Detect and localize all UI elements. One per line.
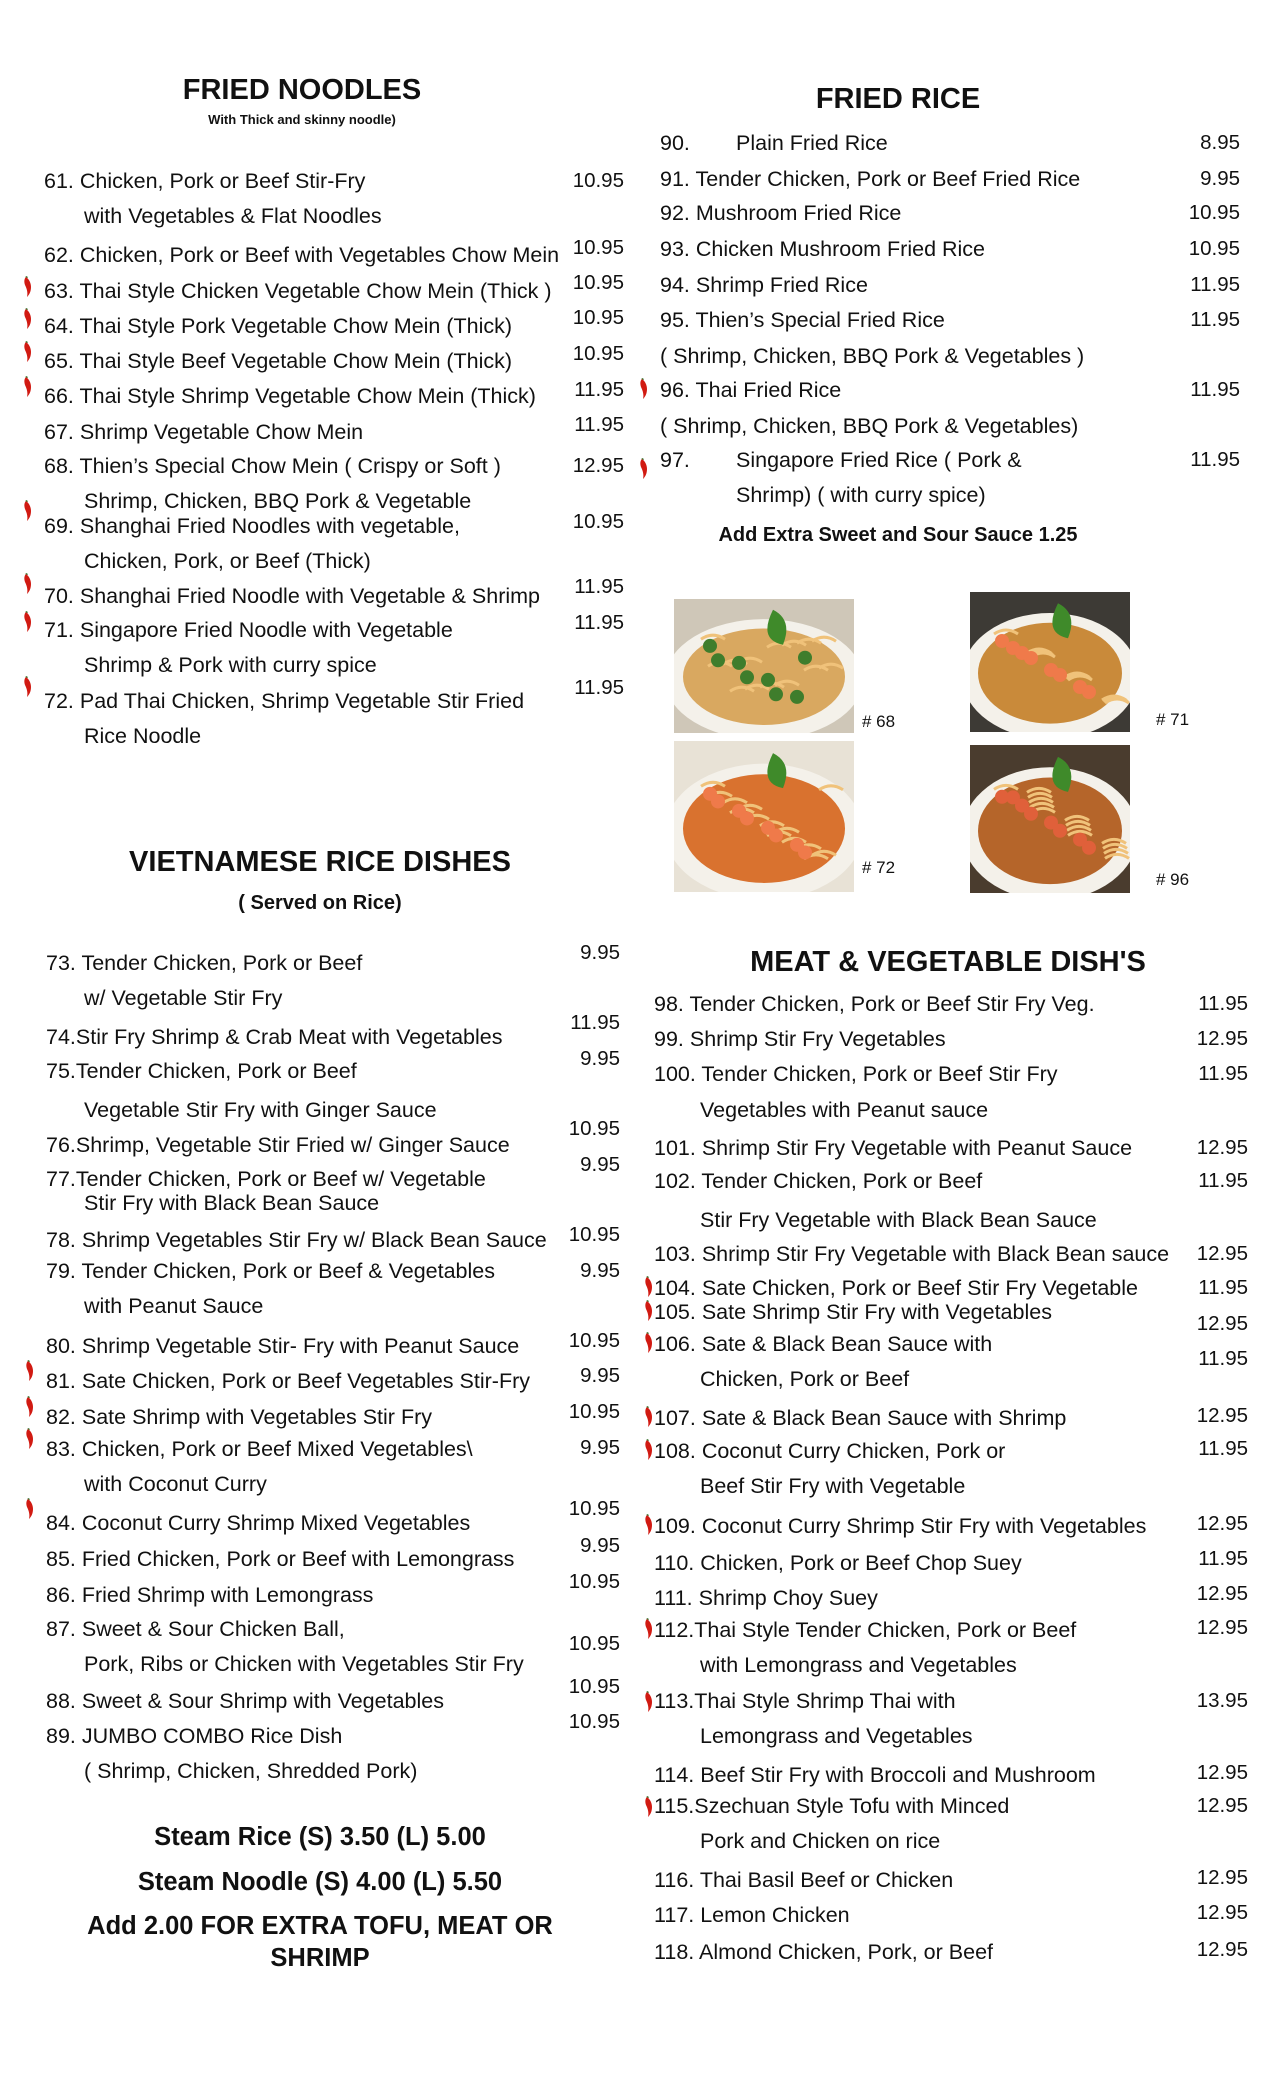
menu-item-name: 113.Thai Style Shrimp Thai with <box>654 1689 956 1713</box>
menu-item-description: with Coconut Curry <box>84 1472 267 1496</box>
menu-item-description: Vegetable Stir Fry with Ginger Sauce <box>84 1098 437 1122</box>
chili-pepper-icon <box>24 1428 38 1450</box>
menu-item-name: 63. Thai Style Chicken Vegetable Chow Mein (Thick ) <box>44 279 552 303</box>
menu-item-name: 109. Coconut Curry Shrimp Stir Fry with Vegetables <box>654 1514 1147 1538</box>
menu-item-price: 9.95 <box>1200 167 1240 190</box>
menu-item-number: 90. <box>660 131 690 155</box>
menu-item-price: 10.95 <box>568 1675 620 1698</box>
menu-item-price: 10.95 <box>568 1400 620 1423</box>
menu-item-description: ( Shrimp, Chicken, BBQ Pork & Vegetables ) <box>660 344 1085 368</box>
menu-item-price: 10.95 <box>568 1632 620 1655</box>
chili-pepper-icon <box>24 1360 38 1382</box>
menu-item-price: 11.95 <box>574 676 624 699</box>
menu-item-price: 9.95 <box>580 941 620 964</box>
menu-item-name: 88. Sweet & Sour Shrimp with Vegetables <box>46 1689 444 1713</box>
chili-pepper-icon <box>643 1439 657 1461</box>
menu-item-price: 11.95 <box>1198 1276 1248 1299</box>
menu-item-price: 11.95 <box>1198 1347 1248 1370</box>
menu-item-description: Lemongrass and Vegetables <box>700 1724 973 1748</box>
menu-item-description: w/ Vegetable Stir Fry <box>84 986 283 1010</box>
photo-caption: # 72 <box>862 858 896 877</box>
menu-item-name: 66. Thai Style Shrimp Vegetable Chow Mein (Thick) <box>44 384 536 408</box>
menu-item-description: Vegetables with Peanut sauce <box>700 1098 989 1122</box>
menu-item-description: Pork and Chicken on rice <box>700 1829 941 1853</box>
menu-item-price: 10.95 <box>568 1223 620 1246</box>
menu-item-name: 74.Stir Fry Shrimp & Crab Meat with Vegetables <box>46 1025 503 1049</box>
photo-caption: # 96 <box>1156 870 1190 889</box>
menu-item-name: 71. Singapore Fried Noodle with Vegetable <box>44 618 453 642</box>
menu-item-price: 12.95 <box>1196 1242 1248 1265</box>
menu-item-price: 9.95 <box>580 1534 620 1557</box>
menu-item-description: with Peanut Sauce <box>84 1294 264 1318</box>
menu-item-description: ( Shrimp, Chicken, BBQ Pork & Vegetables) <box>660 414 1079 438</box>
chili-pepper-icon <box>643 1406 657 1428</box>
menu-item-price: 8.95 <box>1200 131 1240 154</box>
menu-item-price: 12.95 <box>1196 1616 1248 1639</box>
menu-item-description: Chicken, Pork, or Beef (Thick) <box>84 549 371 573</box>
menu-item-name: 70. Shanghai Fried Noodle with Vegetable & Shrimp <box>44 584 541 608</box>
menu-item-name: 78. Shrimp Vegetables Stir Fry w/ Black Bean Sauce <box>46 1228 547 1252</box>
chili-pepper-icon <box>643 1514 657 1536</box>
chili-pepper-icon <box>643 1276 657 1298</box>
menu-item-name: 98. Tender Chicken, Pork or Beef Stir Fry Veg. <box>654 992 1095 1016</box>
menu-item-price: 11.95 <box>574 611 624 634</box>
menu-item-price: 10.95 <box>568 1710 620 1733</box>
menu-item-price: 10.95 <box>572 342 624 365</box>
menu-item-name: 86. Fried Shrimp with Lemongrass <box>46 1583 374 1607</box>
menu-item-name: 73. Tender Chicken, Pork or Beef <box>46 951 363 975</box>
menu-item-name: 84. Coconut Curry Shrimp Mixed Vegetables <box>46 1511 471 1535</box>
menu-item-price: 9.95 <box>580 1047 620 1070</box>
dish-photo <box>970 745 1130 893</box>
chili-pepper-icon <box>22 341 36 363</box>
menu-item-name: Plain Fried Rice <box>736 131 888 155</box>
menu-item-number: 97. <box>660 448 690 472</box>
menu-item-name: 111. Shrimp Choy Suey <box>654 1586 878 1610</box>
menu-item-price: 13.95 <box>1196 1689 1248 1712</box>
menu-item-price: 11.95 <box>1198 1062 1248 1085</box>
menu-item-name: 115.Szechuan Style Tofu with Minced <box>654 1794 1010 1818</box>
menu-item-price: 12.95 <box>1196 1312 1248 1335</box>
chili-pepper-icon <box>643 1332 657 1354</box>
menu-item-name: 114. Beef Stir Fry with Broccoli and Mushroom <box>654 1763 1096 1787</box>
menu-item-price: 10.95 <box>1188 237 1240 260</box>
menu-item-name: 99. Shrimp Stir Fry Vegetables <box>654 1027 946 1051</box>
menu-item-name: 118. Almond Chicken, Pork, or Beef <box>654 1940 994 1964</box>
menu-item-name: 69. Shanghai Fried Noodles with vegetable, <box>44 514 460 538</box>
menu-item-description: ( Shrimp, Chicken, Shredded Pork) <box>84 1759 418 1783</box>
menu-item-name: 75.Tender Chicken, Pork or Beef <box>46 1059 357 1083</box>
extra-sauce-note: Add Extra Sweet and Sour Sauce 1.25 <box>718 524 1078 546</box>
menu-item-price: 10.95 <box>1188 201 1240 224</box>
dish-photo <box>674 599 854 733</box>
menu-item-price: 10.95 <box>572 510 624 533</box>
menu-item-price: 12.95 <box>1196 1761 1248 1784</box>
extra-protein-note: Add 2.00 FOR EXTRA TOFU, MEAT OR <box>87 1912 553 1940</box>
menu-item-name: 105. Sate Shrimp Stir Fry with Vegetables <box>654 1300 1052 1324</box>
menu-item-name: 95. Thien’s Special Fried Rice <box>660 308 945 332</box>
menu-item-name: 103. Shrimp Stir Fry Vegetable with Black Bean sauce <box>654 1242 1170 1266</box>
menu-item-price: 11.95 <box>1190 308 1240 331</box>
steam-rice-line: Steam Rice (S) 3.50 (L) 5.00 <box>154 1823 486 1851</box>
menu-item-name: 85. Fried Chicken, Pork or Beef with Lemongrass <box>46 1547 515 1571</box>
menu-item-name: 107. Sate & Black Bean Sauce with Shrimp <box>654 1406 1067 1430</box>
menu-item-price: 10.95 <box>568 1497 620 1520</box>
menu-item-price: 12.95 <box>1196 1866 1248 1889</box>
vietnamese-rice-title: VIETNAMESE RICE DISHES <box>129 846 511 878</box>
menu-item-price: 12.95 <box>1196 1901 1248 1924</box>
menu-item-description: Shrimp & Pork with curry spice <box>84 653 377 677</box>
chili-pepper-icon <box>643 1300 657 1322</box>
chili-pepper-icon <box>22 308 36 330</box>
dish-photo <box>674 741 854 892</box>
menu-item-price: 11.95 <box>1198 1547 1248 1570</box>
menu-item-price: 11.95 <box>574 413 624 436</box>
menu-item-name: 81. Sate Chicken, Pork or Beef Vegetables Stir-Fry <box>46 1369 530 1393</box>
fried-noodles-subtitle: With Thick and skinny noodle) <box>208 112 396 127</box>
menu-item-price: 11.95 <box>1190 378 1240 401</box>
chili-pepper-icon <box>638 458 652 480</box>
menu-item-name: Singapore Fried Rice ( Pork & <box>736 448 1022 472</box>
menu-item-price: 12.95 <box>1196 1938 1248 1961</box>
vietnamese-rice-subtitle: ( Served on Rice) <box>238 892 402 914</box>
menu-item-price: 11.95 <box>1198 1169 1248 1192</box>
chili-pepper-icon <box>22 376 36 398</box>
menu-item-price: 10.95 <box>572 306 624 329</box>
menu-item-price: 9.95 <box>580 1364 620 1387</box>
menu-item-name: 79. Tender Chicken, Pork or Beef & Vegetables <box>46 1259 495 1283</box>
menu-item-price: 9.95 <box>580 1153 620 1176</box>
menu-item-price: 10.95 <box>572 236 624 259</box>
menu-item-price: 12.95 <box>1196 1794 1248 1817</box>
menu-item-name: 102. Tender Chicken, Pork or Beef <box>654 1169 983 1193</box>
menu-item-price: 12.95 <box>1196 1136 1248 1159</box>
chili-pepper-icon <box>638 378 652 400</box>
chili-pepper-icon <box>22 500 36 522</box>
menu-item-name: 112.Thai Style Tender Chicken, Pork or Beef <box>654 1618 1077 1642</box>
menu-item-name: 110. Chicken, Pork or Beef Chop Suey <box>654 1551 1022 1575</box>
dish-photo <box>970 592 1130 732</box>
menu-item-name: 68. Thien’s Special Chow Mein ( Crispy or Soft ) <box>44 454 501 478</box>
menu-item-description: Shrimp, Chicken, BBQ Pork & Vegetable <box>84 489 472 513</box>
menu-item-description: Shrimp) ( with curry spice) <box>736 483 986 507</box>
menu-item-price: 9.95 <box>580 1259 620 1282</box>
chili-pepper-icon <box>24 1498 38 1520</box>
menu-item-name: 93. Chicken Mushroom Fried Rice <box>660 237 986 261</box>
fried-noodles-title: FRIED NOODLES <box>182 74 422 106</box>
menu-item-name: 100. Tender Chicken, Pork or Beef Stir Fry <box>654 1062 1058 1086</box>
menu-item-name: 104. Sate Chicken, Pork or Beef Stir Fry Vegetable <box>654 1276 1139 1300</box>
menu-item-price: 12.95 <box>1196 1582 1248 1605</box>
menu-item-price: 10.95 <box>568 1329 620 1352</box>
menu-item-name: 101. Shrimp Stir Fry Vegetable with Peanut Sauce <box>654 1136 1133 1160</box>
menu-item-name: 65. Thai Style Beef Vegetable Chow Mein (Thick) <box>44 349 513 373</box>
chili-pepper-icon <box>643 1796 657 1818</box>
extra-protein-note-2: SHRIMP <box>270 1944 370 1972</box>
menu-item-name: 87. Sweet & Sour Chicken Ball, <box>46 1617 345 1641</box>
menu-item-name: 116. Thai Basil Beef or Chicken <box>654 1868 954 1892</box>
menu-item-price: 11.95 <box>1190 273 1240 296</box>
menu-item-name: 67. Shrimp Vegetable Chow Mein <box>44 420 364 444</box>
menu-item-price: 12.95 <box>1196 1027 1248 1050</box>
menu-item-name: 80. Shrimp Vegetable Stir- Fry with Peanut Sauce <box>46 1334 520 1358</box>
menu-item-name: 91. Tender Chicken, Pork or Beef Fried Rice <box>660 167 1081 191</box>
menu-item-price: 9.95 <box>580 1436 620 1459</box>
menu-item-price: 10.95 <box>568 1117 620 1140</box>
menu-item-name: 92. Mushroom Fried Rice <box>660 201 902 225</box>
menu-item-name: 62. Chicken, Pork or Beef with Vegetables Chow Mein <box>44 243 560 267</box>
menu-item-name: 77.Tender Chicken, Pork or Beef w/ Vegetable <box>46 1167 486 1191</box>
menu-item-description: Stir Fry Vegetable with Black Bean Sauce <box>700 1208 1097 1232</box>
menu-item-name: 108. Coconut Curry Chicken, Pork or <box>654 1439 1006 1463</box>
chili-pepper-icon <box>22 676 36 698</box>
menu-item-description: Beef Stir Fry with Vegetable <box>700 1474 966 1498</box>
menu-item-description: with Vegetables & Flat Noodles <box>84 204 382 228</box>
menu-item-price: 11.95 <box>570 1011 620 1034</box>
menu-item-price: 10.95 <box>568 1570 620 1593</box>
chili-pepper-icon <box>22 573 36 595</box>
chili-pepper-icon <box>643 1618 657 1640</box>
menu-item-description: Rice Noodle <box>84 724 202 748</box>
menu-item-name: 76.Shrimp, Vegetable Stir Fried w/ Ginger Sauce <box>46 1133 510 1157</box>
menu-item-name: 106. Sate & Black Bean Sauce with <box>654 1332 993 1356</box>
menu-item-price: 11.95 <box>574 575 624 598</box>
menu-item-price: 11.95 <box>1190 448 1240 471</box>
menu-item-price: 10.95 <box>572 169 624 192</box>
menu-item-name: 96. Thai Fried Rice <box>660 378 842 402</box>
fried-rice-title: FRIED RICE <box>815 83 981 115</box>
menu-item-price: 10.95 <box>572 271 624 294</box>
menu-item-name: 89. JUMBO COMBO Rice Dish <box>46 1724 343 1748</box>
menu-item-description: Pork, Ribs or Chicken with Vegetables Stir Fry <box>84 1652 524 1676</box>
menu-item-description: Stir Fry with Black Bean Sauce <box>84 1191 380 1215</box>
meat-vegetable-title: MEAT & VEGETABLE DISH'S <box>750 946 1146 978</box>
steam-noodle-line: Steam Noodle (S) 4.00 (L) 5.50 <box>137 1868 503 1896</box>
menu-item-name: 72. Pad Thai Chicken, Shrimp Vegetable Stir Fried <box>44 689 525 713</box>
menu-item-name: 82. Sate Shrimp with Vegetables Stir Fry <box>46 1405 432 1429</box>
menu-item-price: 11.95 <box>1198 992 1248 1015</box>
menu-item-price: 12.95 <box>1196 1512 1248 1535</box>
menu-item-name: 117. Lemon Chicken <box>654 1903 850 1927</box>
menu-item-price: 11.95 <box>1198 1437 1248 1460</box>
chili-pepper-icon <box>24 1396 38 1418</box>
menu-item-price: 12.95 <box>572 454 624 477</box>
menu-item-price: 12.95 <box>1196 1404 1248 1427</box>
menu-item-name: 83. Chicken, Pork or Beef Mixed Vegetables\ <box>46 1437 473 1461</box>
menu-item-name: 64. Thai Style Pork Vegetable Chow Mein (Thick) <box>44 314 513 338</box>
menu-item-description: Chicken, Pork or Beef <box>700 1367 910 1391</box>
photo-caption: # 71 <box>1156 710 1190 729</box>
menu-item-description: with Lemongrass and Vegetables <box>700 1653 1017 1677</box>
menu-item-price: 11.95 <box>574 378 624 401</box>
menu-item-name: 94. Shrimp Fried Rice <box>660 273 868 297</box>
menu-item-name: 61. Chicken, Pork or Beef Stir-Fry <box>44 169 366 193</box>
photo-caption: # 68 <box>862 712 896 731</box>
chili-pepper-icon <box>22 276 36 298</box>
chili-pepper-icon <box>643 1691 657 1713</box>
chili-pepper-icon <box>22 611 36 633</box>
